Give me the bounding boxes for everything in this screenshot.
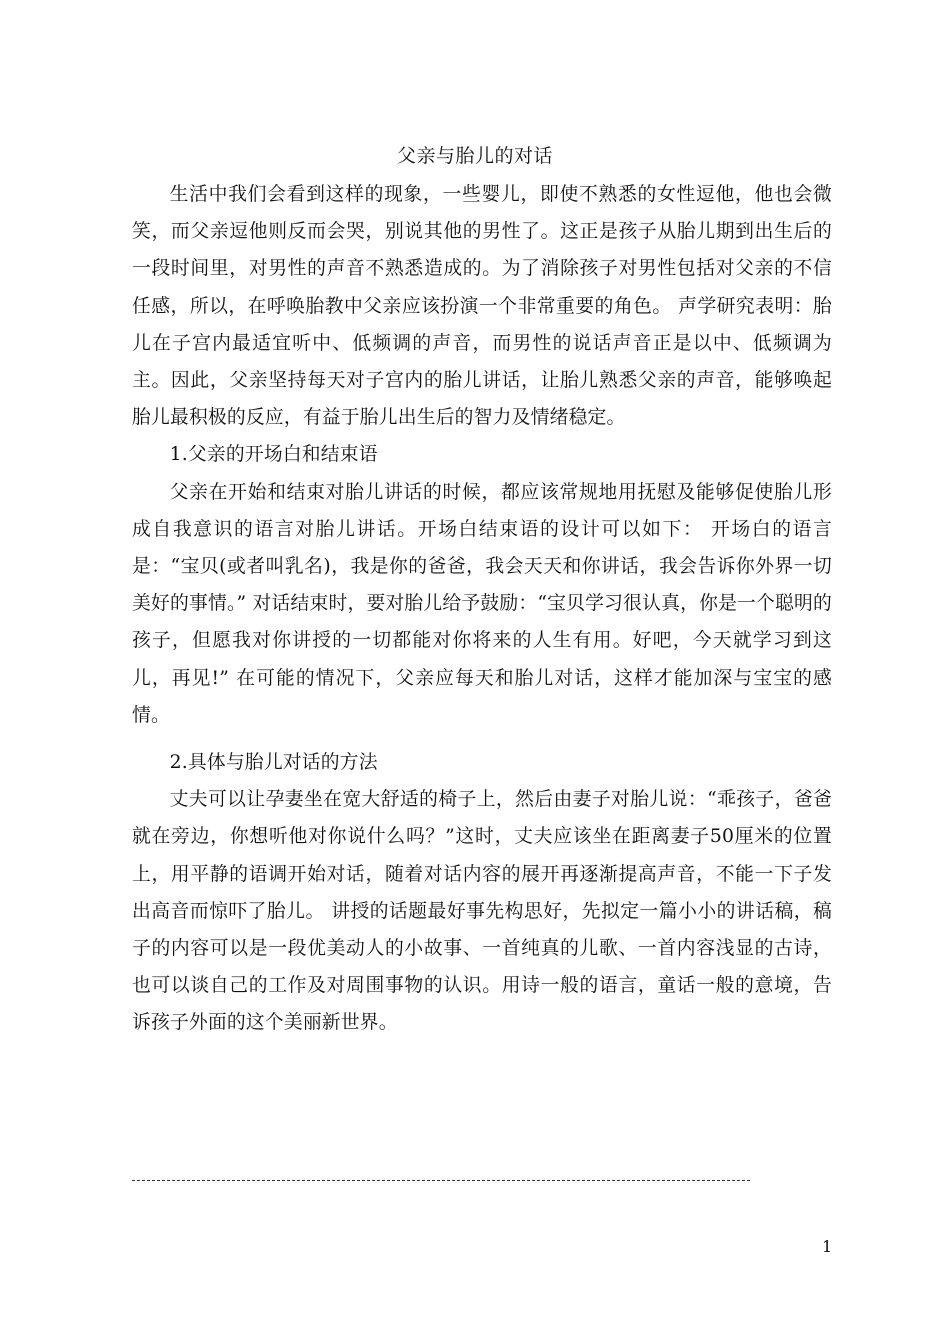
section-2-paragraph: 丈夫可以让孕妻坐在宽大舒适的椅子上，然后由妻子对胎儿说：“乖孩子，爸爸就在旁边，你想听他对你说什么吗？”这时，丈夫应该坐在距离妻子50厘米的位置上，用平静的语调开始对话，随着对话内容的展开再逐渐提高声音，不能一下子发出高音而惊吓了胎儿。 讲授的话题最好事先构思好，先拟定一篇小小的讲话稿，稿子的内容可以是一段优美动人的小故事、一首纯真的儿歌、一首内容浅显的古诗，也可以谈自己的工作及对周围事物的认识。用诗一般的语言，童话一般的意境，告诉孩子外面的这个美丽新世界。 bbox=[132, 789, 832, 1034]
intro-paragraph: 生活中我们会看到这样的现象，一些婴儿，即使不熟悉的女性逗他，他也会微笑，而父亲逗他则反而会哭，别说其他的男性了。这正是孩子从胎儿期到出生后的一段时间里，对男性的声音不熟悉造成的。为了消除孩子对男性包括对父亲的不信任感，所以，在呼唤胎教中父亲应该扮演一个非常重要的角色。 声学研究表明：胎儿在子宫内最适宜听中、低频调的声音，而男性的说话声音正是以中、低频调为主。因此，父亲坚持每天对子宫内的胎儿讲话，让胎儿熟悉父亲的声音，能够唤起胎儿最积极的反应，有益于胎儿出生后的智力及情绪稳定。 bbox=[132, 184, 832, 429]
section-2-heading: 2.具体与胎儿对话的方法 bbox=[169, 752, 378, 774]
section-1-heading: 1.父亲的开场白和结束语 bbox=[169, 444, 378, 466]
document-body bbox=[132, 176, 832, 1042]
section-1-paragraph: 父亲在开始和结束对胎儿讲话的时候，都应该常规地用抚慰及能够促使胎儿形成自我意识的语言对胎儿讲话。开场白结束语的设计可以如下： 开场白的语言是：“宝贝(或者叫乳名)，我是你的爸爸，我会天天和你讲话，我会告诉你外界一切美好的事情。” 对话结束时，要对胎儿给予鼓励：“宝贝学习很认真，你是一个聪明的孩子，但愿我对你讲授的一切都能对你将来的人生有用。好吧，今天就学习到这儿，再见!” 在可能的情况下，父亲应每天和胎儿对话，这样才能加深与宝宝的感情。 bbox=[132, 481, 832, 726]
footer-divider bbox=[132, 1180, 750, 1181]
page-number: 1 bbox=[822, 1237, 833, 1256]
document-title: 父亲与胎儿的对话 bbox=[396, 145, 553, 167]
